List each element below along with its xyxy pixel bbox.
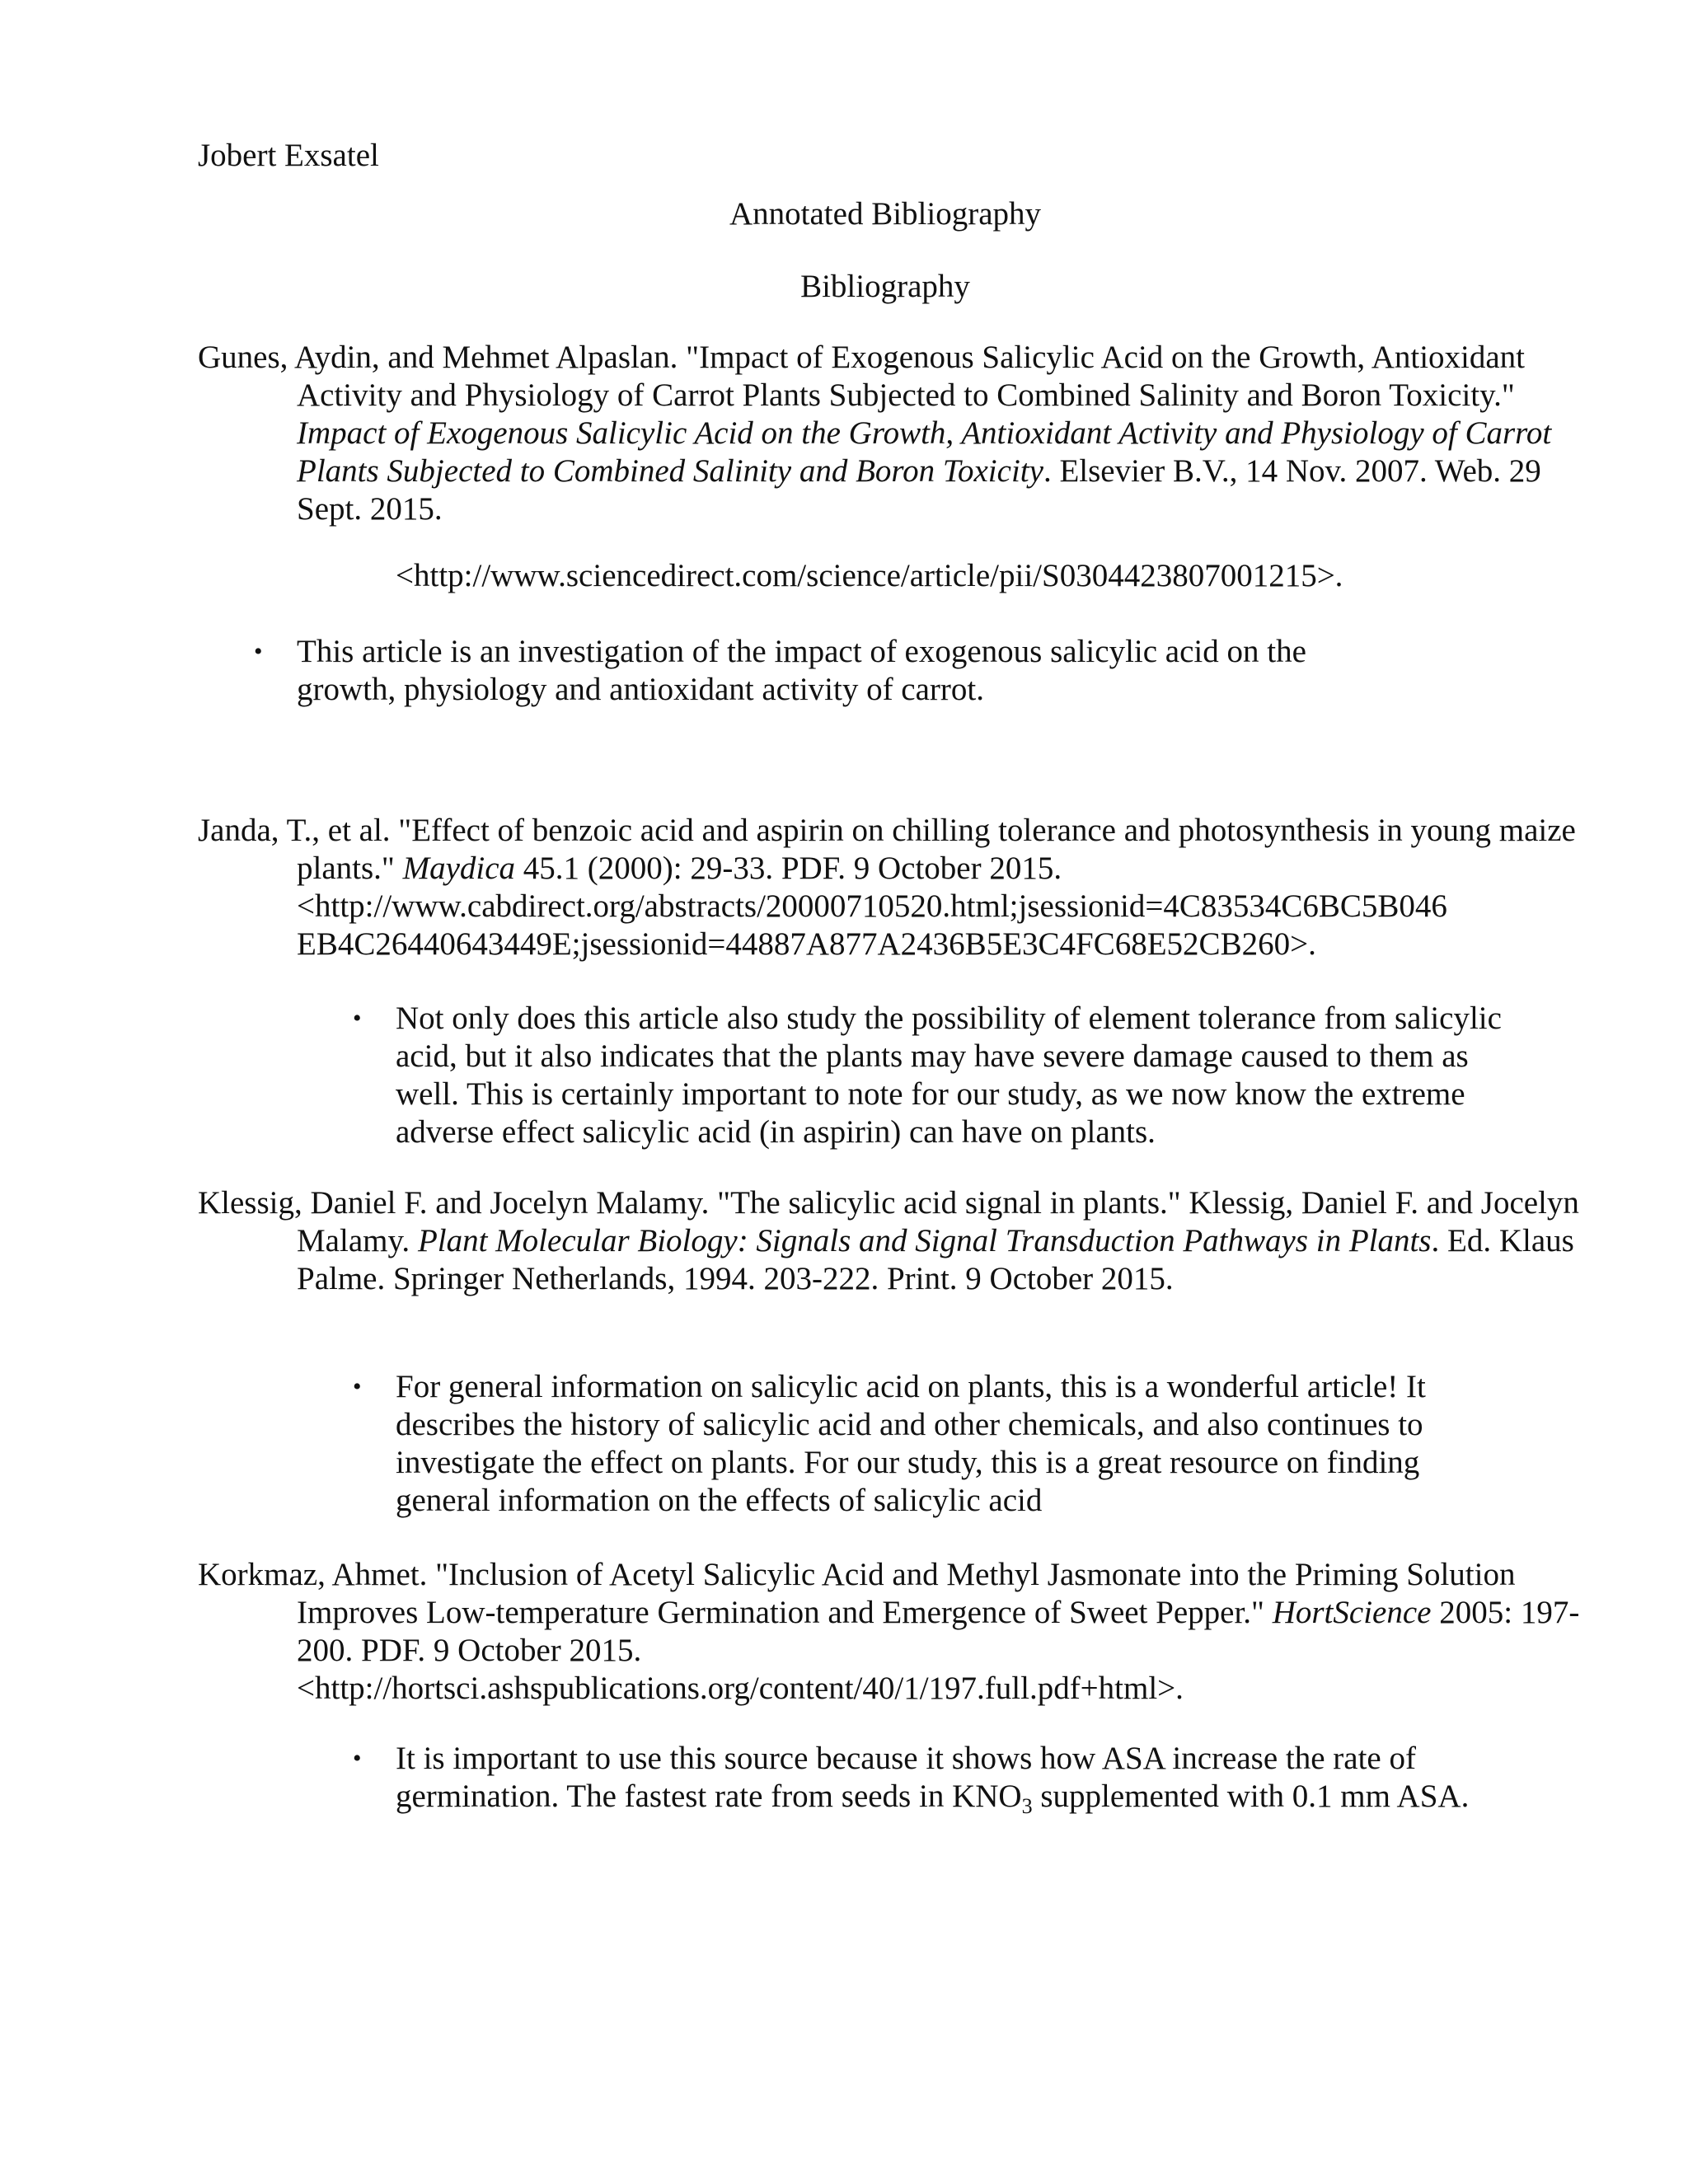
citation-url: <http://hortsci.ashspublications.org/content/40/1/197.full.pdf+html>. <box>297 1671 1184 1706</box>
annotation-text-part: supplemented with 0.1 mm ASA. <box>1032 1779 1470 1814</box>
citation-url: <http://www.cabdirect.org/abstracts/20000710520.html;jsessionid=4C83534C6BC5B046 <box>297 888 1447 924</box>
citation-text: Gunes, Aydin, and Mehmet Alpaslan. "Impact of Exogenous Salicylic Acid on the Growth, Antioxidant Activity and Physiology of Carrot Plants Subjected to Combined Salinity and Boron Toxicity." <box>198 340 1526 413</box>
citation-url: EB4C26440643449E;jsessionid=44887A877A2436B5E3C4FC68E52CB260>. <box>297 926 1316 962</box>
annotation-note <box>353 1000 1508 1151</box>
bullet-icon: • <box>353 1745 362 1772</box>
annotation-note <box>254 633 1409 709</box>
citation-entry-klessig <box>198 1184 1582 1298</box>
bullet-icon: • <box>353 1373 362 1400</box>
annotation-note <box>353 1368 1508 1520</box>
annotation-text <box>396 1740 1508 1816</box>
annotation-text: This article is an investigation of the impact of exogenous salicylic acid on the growth, physiology and antioxidant activity of carrot. <box>297 634 1306 707</box>
citation-text: . Ed. Klaus Palme. Springer Netherlands, 1994. 203-222. Print. 9 October 2015. <box>297 1223 1574 1296</box>
citation-text: . Elsevier B.V., 14 Nov. 2007. Web. 29 Sept. 2015. <box>297 453 1541 527</box>
bullet-icon: • <box>254 638 263 665</box>
citation-text: Klessig, Daniel F. and Jocelyn Malamy. "The salicylic acid signal in plants." Klessig, Daniel F. and Jocelyn Malamy. <box>198 1185 1579 1258</box>
citation-text: Janda, T., et al. "Effect of benzoic acid and aspirin on chilling tolerance and photosynthesis in young maize plants." <box>198 813 1576 886</box>
document-title: Annotated Bibliography <box>729 196 1042 232</box>
section-heading: Bibliography <box>800 269 970 304</box>
citation-italic-title: Plant Molecular Biology: Signals and Signal Transduction Pathways in Plants <box>417 1223 1432 1258</box>
annotation-text: For general information on salicylic acid on plants, this is a wonderful article! It describes the history of salicylic acid and other chemicals, and also continues to investigate the effect on plants. For our study, this is a great resource on finding general information on the effects of salicylic acid <box>396 1369 1426 1518</box>
citation-italic-title: Maydica <box>402 851 516 886</box>
citation-text: Korkmaz, Ahmet. "Inclusion of Acetyl Salicylic Acid and Methyl Jasmonate into the Priming Solution Improves Low-temperature Germination and Emergence of Sweet Pepper." <box>198 1557 1516 1630</box>
citation-entry-korkmaz <box>198 1556 1582 1708</box>
annotation-note <box>353 1740 1508 1818</box>
citation-url: <http://www.sciencedirect.com/science/article/pii/S0304423807001215>. <box>396 558 1343 593</box>
bullet-icon: • <box>353 1005 362 1032</box>
citation-text: 45.1 (2000): 29-33. PDF. 9 October 2015. <box>515 851 1062 886</box>
citation-italic-title: HortScience <box>1272 1595 1432 1630</box>
annotation-text-part: It is important to use this source because it shows how ASA increase the rate of germination. The fastest rate from seeds in KNO <box>396 1741 1416 1814</box>
annotation-text: Not only does this article also study the possibility of element tolerance from salicylic acid, but it also indicates that the plants may have severe damage caused to them as well. This is certainly important to note for our study, as we now know the extreme adverse effect salicylic acid (in aspirin) can have on plants. <box>396 1001 1502 1150</box>
subscript-digit: 3 <box>1021 1794 1033 1818</box>
citation-italic-title: Impact of Exogenous Salicylic Acid on the Growth, Antioxidant Activity and Physiology of Carrot Plants Subjected to Combined Salinity and Boron Toxicity <box>297 415 1552 489</box>
citation-entry-gunes <box>198 339 1582 528</box>
citation-text: 2005: 197-200. PDF. 9 October 2015. <box>297 1595 1580 1668</box>
author-name: Jobert Exsatel <box>198 138 379 173</box>
citation-entry-janda <box>198 812 1582 963</box>
